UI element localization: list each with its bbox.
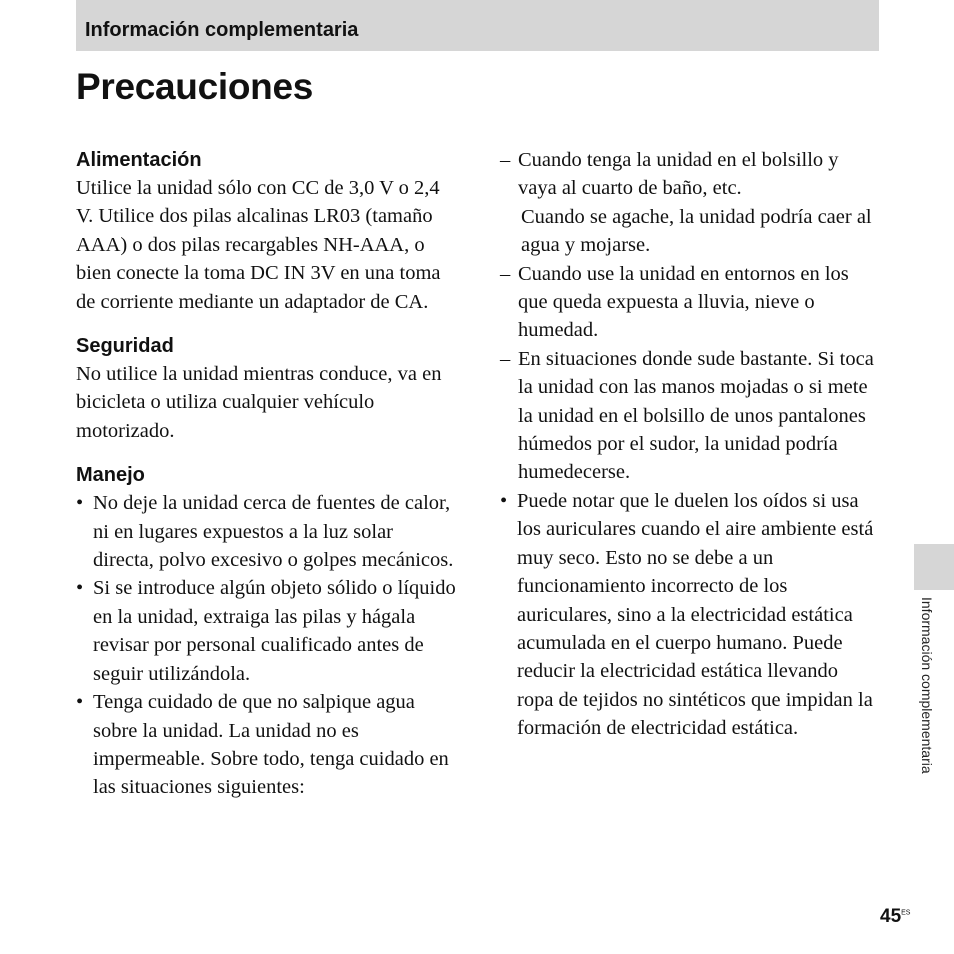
dash-mark: – — [500, 262, 511, 285]
safety-heading: Seguridad — [76, 335, 174, 358]
bullet-mark: • — [76, 577, 84, 600]
dash-text: En situaciones donde sude bastante. Si toca la unidad con las manos mojadas o si mete la unidad en el bolsillo de unos pantalones húmedos por el sudor, la unidad podría humedecerse. — [518, 347, 874, 484]
dash-mark: – — [500, 347, 511, 370]
bullet-text: Tenga cuidado de que no salpique agua sobre la unidad. La unidad no es impermeable. Sobre todo, tenga cuidado en las situaciones siguientes: — [93, 691, 449, 799]
list-item — [76, 489, 456, 574]
dash-mark: – — [500, 149, 511, 171]
page-language-code: ES — [901, 909, 911, 917]
dash-item — [500, 146, 878, 260]
page-number — [880, 906, 910, 928]
dash-continuation: Cuando se agache, la unidad podría caer al agua y mojarse. — [521, 205, 872, 257]
list-item — [500, 487, 878, 743]
power-text: Utilice la unidad sólo con CC de 3,0 V o 2,4 V. Utilice dos pilas alcalinas LR03 (tamaño AAA) o dos pilas recargables NH-AAA, o bien conecte la toma DC IN 3V en una toma de corriente mediante un adaptador de CA. — [76, 177, 441, 313]
power-heading: Alimentación — [76, 149, 202, 171]
bullet-mark: • — [76, 691, 84, 714]
dash-text: Cuando use la unidad en entornos en los que queda expuesta a lluvia, nieve o humedad. — [518, 262, 849, 342]
side-tab-label: Información complementaria — [919, 597, 935, 774]
side-tab-marker — [914, 544, 954, 590]
safety-text: No utilice la unidad mientras conduce, va en bicicleta o utiliza cualquier vehículo motorizado. — [76, 363, 442, 442]
dash-text: Cuando tenga la unidad en el bolsillo y vaya al cuarto de baño, etc. — [518, 149, 839, 200]
handling-heading: Manejo — [76, 464, 145, 487]
page-title: Precauciones — [76, 66, 314, 107]
page-number-value: 45 — [880, 906, 902, 927]
left-column — [76, 146, 456, 802]
list-item — [76, 688, 456, 802]
list-item — [76, 574, 456, 688]
section-header-title: Información complementaria — [85, 19, 359, 41]
right-column — [500, 146, 878, 743]
dash-item — [500, 260, 878, 345]
bullet-mark: • — [76, 492, 84, 515]
section-header-bar — [76, 0, 879, 51]
bullet-text: Si se introduce algún objeto sólido o líquido en la unidad, extraiga las pilas y hágala revisar por personal cualificado antes de seguir utilizándola. — [93, 577, 456, 685]
bullet-mark: • — [500, 489, 508, 512]
dash-item — [500, 345, 878, 487]
bullet-text: Puede notar que le duelen los oídos si usa los auriculares cuando el aire ambiente está muy seco. Esto no se debe a un funcionamiento incorrecto de los auriculares, sino a la electricidad estática acumulada en el cuerpo humano. Puede reducir la electricidad estática llevando ropa de tejidos no sintéticos que impidan la formación de electricidad estática. — [517, 489, 874, 740]
bullet-text: No deje la unidad cerca de fuentes de calor, ni en lugares expuestos a la luz solar directa, polvo excesivo o golpes mecánicos. — [93, 492, 454, 572]
